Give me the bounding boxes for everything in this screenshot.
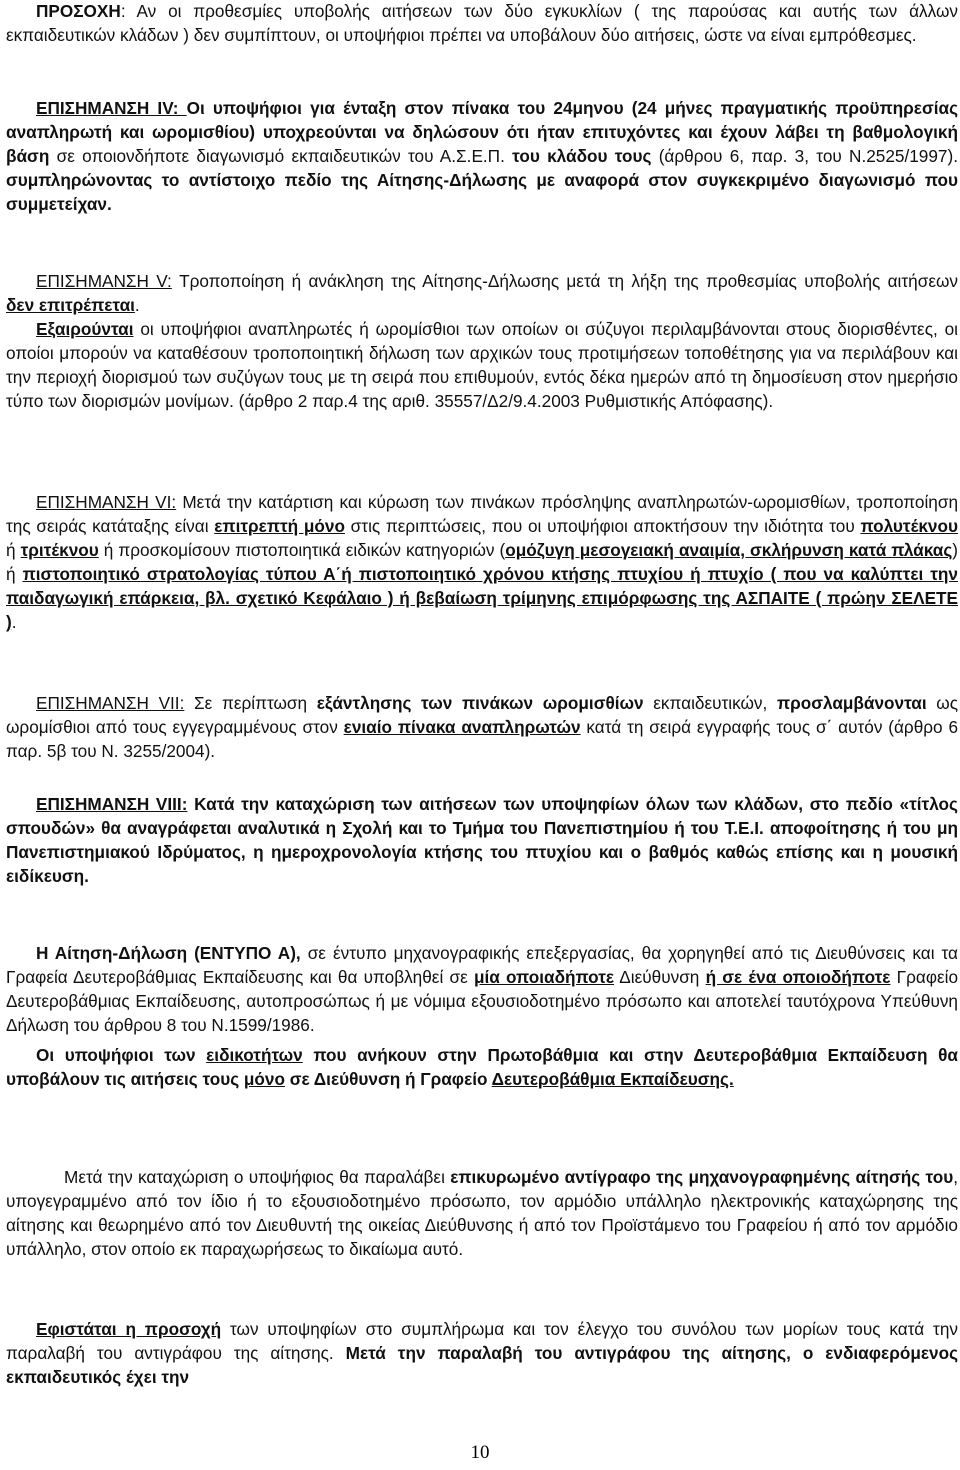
specialties-bold-4: μόνο xyxy=(243,1068,285,1089)
note-vii-text-3: ως ωρομίσθιοι από τους εγγεγραμμένους στον xyxy=(6,693,958,737)
note-vi-text-2: στις περιπτώσεις, που οι υποψήφιοι αποκτήσουν την ιδιότητα του xyxy=(344,515,861,536)
attention-paragraph-text-1: των υποψηφίων στο συμπλήρωμα και τον έλεγχο του συνόλου των μορίων τους κατά την παραλαβή του αντιγράφου της αίτησης. xyxy=(6,1319,959,1363)
registration-paragraph xyxy=(6,1166,958,1262)
note-vii-text-1: Σε περίπτωση xyxy=(184,693,317,713)
attention-text: : Αν οι προθεσμίες υποβολής αιτήσεων των δύο εγκυκλίων ( της παρούσας και αυτής των άλλων εκπαιδευτικών κλάδων ) δεν συμπίπτουν, οι υποψήφιοι πρέπει να υποβάλουν δύο αιτήσεις, ώστε να είναι εμπρόθεσμες. xyxy=(6,1,958,45)
specialties-paragraph xyxy=(6,1044,958,1092)
note-vii xyxy=(6,692,958,764)
application-form-bold-2: μία οποιαδήποτε xyxy=(473,966,615,987)
note-iv-text-2: (άρθρου 6, παρ. 3, του Ν.2525/1997). xyxy=(651,145,958,166)
application-form-bold-3: ή σε ένα οποιοδήποτε xyxy=(705,966,891,987)
exception-paragraph xyxy=(6,318,958,414)
note-iv-bold-1: Οι υποψήφιοι για ένταξη στον πίνακα του 24μηνου (24 μήνες πραγματικής προϋπηρεσίας αναπληρωτή και ωρομισθίου) υποχρεούνται να δηλώσουν ότι ήταν επιτυχόντες και έχουν λάβει τη βαθμολογική βάση xyxy=(6,98,959,166)
note-v-text-1: Τροποποίηση ή ανάκληση της Αίτησης-Δήλωσης μετά τη λήξη της προθεσμίας υποβολής αιτήσεων xyxy=(171,271,959,291)
application-form-paragraph xyxy=(6,942,958,1038)
specialties-bold-1: Οι υποψήφιοι των xyxy=(36,1045,207,1065)
note-iv xyxy=(6,97,958,217)
note-vii-text-4: κατά τη σειρά εγγραφής τους σ΄ αυτόν (άρθρο 6 παρ. 5β του Ν. 3255/2004). xyxy=(6,716,958,761)
note-vi-bold-1: επιτρεπτή μόνο xyxy=(214,515,345,536)
note-vi-text-5: ) ή xyxy=(6,539,958,584)
note-vii-lead: ΕΠΙΣΗΜΑΝΣΗ VII: xyxy=(36,693,185,713)
exception-lead: Εξαιρούνται xyxy=(36,319,134,339)
note-iv-text-1: σε οποιονδήποτε διαγωνισμό εκπαιδευτικών του Α.Σ.Ε.Π. xyxy=(49,145,513,166)
exception-text: οι υποψήφιοι αναπληρωτές ή ωρομίσθιοι των οποίων οι σύζυγοι περιλαμβάνονται στους διορισθέντες, οι οποίοι μπορούν να καταθέσουν τροποποιητική δήλωση των αρχικών τους προτιμήσεων τοποθέτησης για να περιλάβουν και την περιοχή διορισμού των συζύγων τους με τη σειρά που επιθυμούν, εντός δέκα ημερών από τη δημοσίευση στον ημερήσιο τύπο των διορισμών μονίμων. (άρθρο 2 παρ.4 της αριθ. 35557/Δ2/9.4.2003 Ρυθμιστικής Απόφασης). xyxy=(6,319,958,411)
note-vi-bold-3: τριτέκνου xyxy=(20,539,99,560)
application-form-text-1: σε έντυπο μηχανογραφικής επεξεργασίας, θα χορηγηθεί από τις Διευθύνσεις και τα Γραφεία Δευτεροβάθμιας Εκπαίδευσης και θα υποβληθεί σε xyxy=(6,943,958,987)
attention-paragraph xyxy=(6,1318,958,1390)
note-vi-lead: ΕΠΙΣΗΜΑΝΣΗ VI: xyxy=(36,492,177,512)
registration-text-1: Μετά την καταχώριση ο υποψήφιος θα παραλάβει xyxy=(64,1167,451,1187)
note-vi-bold-2: πολυτέκνου xyxy=(860,515,958,536)
note-vi-bold-5: πιστοποιητικό στρατολογίας τύπου Α΄ή πιστοποιητικό χρόνου κτήσης πτυχίου ή πτυχίο ( που να καλύπτει την παιδαγωγική επάρκεια, βλ. σχετικό Κεφάλαιο ) ή βεβαίωση τρίμηνης επιμόρφωσης της ΑΣΠΑΙΤΕ ( πρώην ΣΕΛΕΤΕ ) xyxy=(6,563,958,632)
application-form-text-2: Διεύθυνση xyxy=(614,966,706,987)
specialties-bold-3: που ανήκουν στην Πρωτοβάθμια και στην Δευτεροβάθμια Εκπαίδευση θα υποβάλουν τις αιτήσεις τους xyxy=(6,1045,958,1089)
note-viii-bold-1: Κατά την καταχώριση των αιτήσεων των υποψηφίων όλων των κλάδων, στο πεδίο «τίτλος σπουδών» θα αναγράφεται αναλυτικά η Σχολή και το Τμήμα του Πανεπιστημίου ή του Τ.Ε.Ι. αποφοίτησης ή του μη Πανεπιστημιακού Ιδρύματος, η ημεροχρονολογία κτήσης του πτυχίου και ο βαθμός καθώς επίσης και η μουσική ειδίκευση. xyxy=(6,794,958,886)
note-iv-bold-2: του κλάδου τους xyxy=(512,145,652,166)
note-v-lead: ΕΠΙΣΗΜΑΝΣΗ V: xyxy=(36,271,172,291)
note-vi xyxy=(6,491,958,634)
note-vii-bold-3: ενιαίο πίνακα αναπληρωτών xyxy=(343,716,581,737)
note-vi-text-3: ή xyxy=(6,539,21,560)
note-v xyxy=(6,270,958,318)
page-number: 10 xyxy=(470,1442,490,1463)
note-vi-text-1: Μετά την κατάρτιση και κύρωση των πινάκων πρόσληψης αναπληρωτών-ωρομισθίων, τροποποίηση της σειράς κατάταξης είναι xyxy=(6,492,958,536)
attention-paragraph-lead: Εφιστάται η προσοχή xyxy=(36,1319,222,1339)
registration-bold-1: επικυρωμένο αντίγραφο της μηχανογραφημένης αίτησής του xyxy=(450,1167,954,1187)
note-vii-bold-2: προσλαμβάνονται xyxy=(776,693,927,713)
note-iv-lead: ΕΠΙΣΗΜΑΝΣΗ IV: xyxy=(36,98,187,118)
attention-lead: ΠΡΟΣΟΧΗ xyxy=(36,1,121,21)
note-viii-lead: ΕΠΙΣΗΜΑΝΣΗ VIII: xyxy=(36,794,188,814)
application-form-bold-1: Η Αίτηση-Δήλωση (ΕΝΤΥΠΟ Α), xyxy=(36,943,301,963)
note-vi-text-6: . xyxy=(11,611,17,632)
note-v-text-2: . xyxy=(134,294,140,315)
note-iv-bold-3: συμπληρώνοντας το αντίστοιχο πεδίο της Αίτησης-Δήλωσης με αναφορά στον συγκεκριμένο διαγωνισμό που συμμετείχαν. xyxy=(6,169,958,214)
note-vi-text-4: ή προσκομίσουν πιστοποιητικά ειδικών κατηγοριών ( xyxy=(98,539,506,560)
note-vii-bold-1: εξάντλησης των πινάκων ωρομισθίων xyxy=(316,693,644,713)
registration-text-2: , υπογεγραμμένο από τον ίδιο ή το εξουσιοδοτημένο πρόσωπο, τον αρμόδιο υπάλληλο ηλεκτρονικής καταχώρησης της αίτησης και θεωρημένο από τον Διευθυντή της οικείας Διεύθυνσης ή από τον Προϊστάμενο του Γραφείου ή από τον αρμόδιο υπάλληλο, στον οποίο εκ παραχωρήσεως το δικαίωμα αυτό. xyxy=(6,1167,958,1259)
note-vii-text-2: εκπαιδευτικών, xyxy=(643,693,777,713)
application-form-text-3: Γραφείο Δευτεροβάθμιας Εκπαίδευσης, αυτοπροσώπως ή με νόμιμα εξουσιοδοτημένο πρόσωπο και αποτελεί ταυτόχρονα Υπεύθυνη Δήλωση του άρθρου 8 του Ν.1599/1986. xyxy=(6,966,959,1035)
specialties-bold-2: ειδικοτήτων xyxy=(206,1045,303,1065)
specialties-bold-6: Δευτεροβάθμια Εκπαίδευσης. xyxy=(491,1068,734,1089)
note-viii xyxy=(6,793,958,889)
specialties-bold-5: σε Διεύθυνση ή Γραφείο xyxy=(284,1068,492,1089)
note-v-bold-1: δεν επιτρέπεται xyxy=(6,294,135,315)
note-attention xyxy=(6,0,958,48)
note-vi-bold-4: ομόζυγη μεσογειακή αναιμία, σκλήρυνση κατά πλάκας xyxy=(505,539,953,560)
attention-paragraph-bold-1: Μετά την παραλαβή του αντιγράφου της αίτησης, ο ενδιαφερόμενος εκπαιδευτικός έχει την xyxy=(6,1342,959,1387)
